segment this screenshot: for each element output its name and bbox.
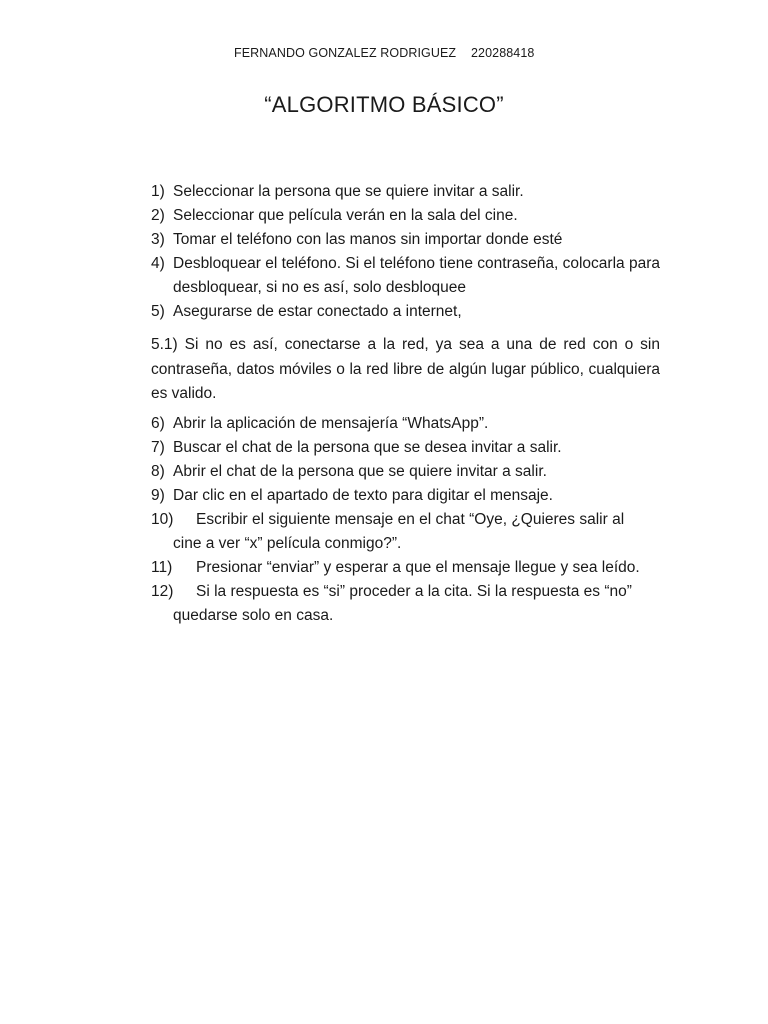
item-text: Desbloquear el teléfono. Si el teléfono tiene contraseña, colocarla para desbloquear, si no es así, solo desbloquee	[173, 255, 660, 296]
item-text: Abrir el chat de la persona que se quiere invitar a salir.	[173, 463, 547, 480]
item-text-first-line: Escribir el siguiente mensaje en el chat “Oye, ¿Quieres salir al	[196, 511, 625, 528]
item-number: 8)	[151, 463, 165, 480]
list-item	[151, 484, 660, 508]
item-text: Buscar el chat de la persona que se desea invitar a salir.	[173, 439, 562, 456]
list-item	[151, 556, 660, 580]
item-text-first-line: Presionar “enviar” y esperar a que el mensaje llegue y sea leído.	[196, 559, 640, 576]
item-text: Seleccionar que película verán en la sala del cine.	[173, 207, 518, 224]
item-number: 4)	[151, 255, 165, 272]
list-item	[151, 460, 660, 484]
list-item	[151, 508, 660, 556]
steps-list-part1	[151, 180, 660, 324]
substep-paragraph: 5.1) Si no es así, conectarse a la red, ya sea a una de red con o sin contraseña, datos móviles o la red libre de algún lugar público, cualquiera es valido.	[151, 336, 660, 402]
list-item	[151, 228, 660, 252]
item-text: Seleccionar la persona que se quiere invitar a salir.	[173, 183, 524, 200]
list-item	[151, 252, 660, 300]
student-id: 220288418	[471, 46, 535, 60]
item-number: 9)	[151, 487, 165, 504]
list-item	[151, 412, 660, 436]
item-number: 6)	[151, 415, 165, 432]
document-title: “ALGORITMO BÁSICO”	[264, 92, 504, 117]
item-text: Dar clic en el apartado de texto para digitar el mensaje.	[173, 487, 553, 504]
item-number: 12)	[151, 583, 174, 600]
item-number: 10)	[151, 511, 174, 528]
list-item	[151, 580, 660, 628]
item-text: Asegurarse de estar conectado a internet,	[173, 303, 462, 320]
item-text: Abrir la aplicación de mensajería “WhatsApp”.	[173, 415, 489, 432]
list-item	[151, 204, 660, 228]
author-name: FERNANDO GONZALEZ RODRIGUEZ	[234, 46, 457, 60]
item-text-first-line: Si la respuesta es “si” proceder a la cita. Si la respuesta es “no”	[196, 583, 632, 600]
item-number: 3)	[151, 231, 165, 248]
steps-list-part2	[151, 412, 660, 628]
list-item	[151, 436, 660, 460]
list-item	[151, 180, 660, 204]
list-item	[151, 300, 660, 324]
item-text: Tomar el teléfono con las manos sin importar donde esté	[173, 231, 563, 248]
item-number: 5)	[151, 303, 165, 320]
item-number: 1)	[151, 183, 165, 200]
item-text-continuation: quedarse solo en casa.	[173, 607, 334, 624]
item-number: 7)	[151, 439, 165, 456]
item-text-continuation: cine a ver “x” película conmigo?”.	[173, 535, 402, 552]
item-number: 11)	[151, 559, 173, 576]
item-number: 2)	[151, 207, 165, 224]
document-header	[0, 46, 768, 66]
